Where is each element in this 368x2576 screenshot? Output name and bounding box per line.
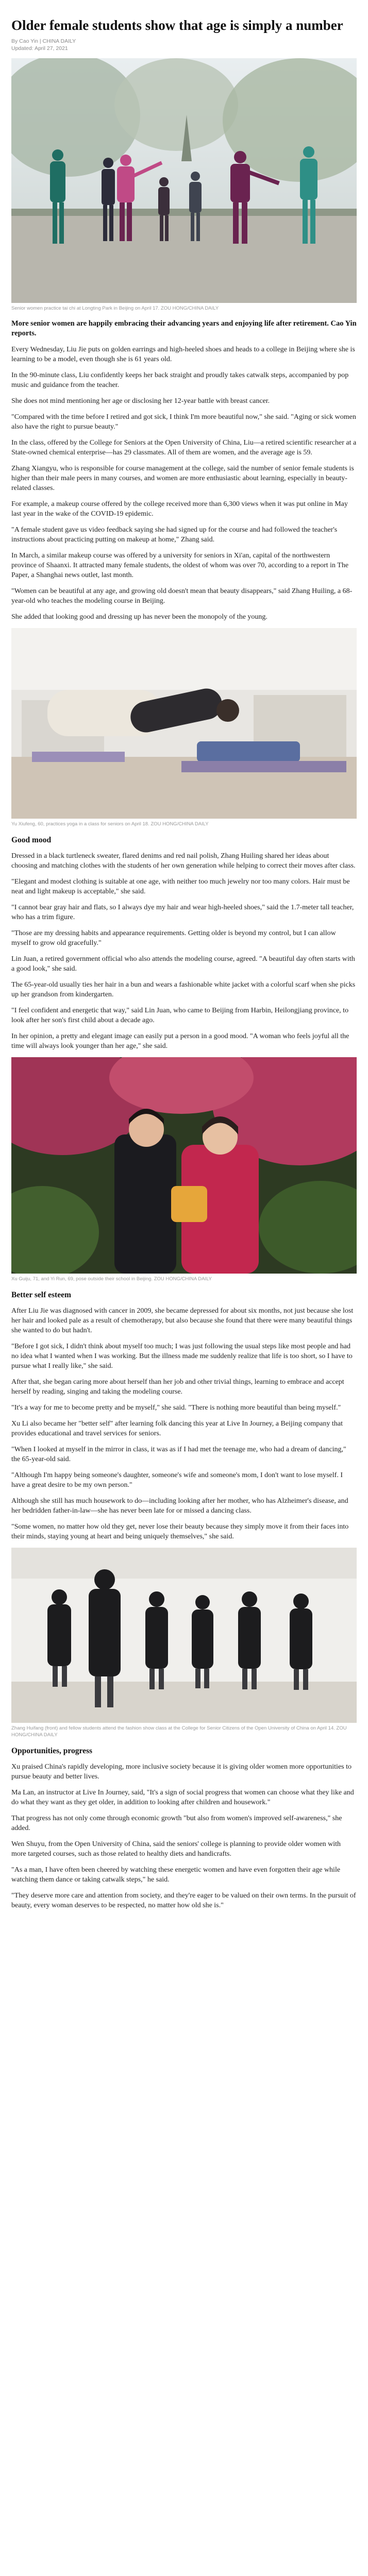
- byline-author: By Cao Yin | CHINA DAILY: [11, 38, 76, 44]
- section-heading-good-mood: Good mood: [11, 836, 52, 844]
- photo-yoga-caption: Yu Xiufeng, 60, practices yoga in a class for seniors on April 18. ZOU HONG/CHINA DAILY: [11, 821, 209, 827]
- paragraph: Dressed in a black turtleneck sweater, flared denims and red nail polish, Zhang Huiling shared her ideas about choosing and matching clothes with the students of her own generation while helping to correct their moves after class.: [11, 852, 356, 870]
- paragraph: Wen Shuyu, from the Open University of China, said the seniors' college is planning to provide older women with more targeted courses, such as those related to healthy diets and handicrafts.: [11, 1840, 341, 1858]
- photo-tai-chi-caption: Senior women practice tai chi at Longting Park in Beijing on April 17. ZOU HONG/CHINA DAILY: [11, 306, 219, 311]
- paragraph: "Some women, no matter how old they get, never lose their beauty because they simply move it from their faces into their minds, staying young at heart and being uniquely themselves," she said.: [11, 1523, 349, 1540]
- section-heading-opportunities: Opportunities, progress: [11, 1747, 93, 1755]
- paragraph: "I cannot bear gray hair and flats, so I always dye my hair and wear high-heeled shoes," said the 1.7-meter tall teacher, who has a trim figure.: [11, 904, 354, 921]
- paragraph: "Although I'm happy being someone's daughter, someone's wife and someone's mom, I don't want to lose myself. I have a great desire to be my own person.": [11, 1471, 343, 1489]
- paragraph: "It's a way for me to become pretty and be myself," she said. "There is nothing more beautiful than being myself.": [11, 1404, 341, 1412]
- two-women-photo-image: [11, 1057, 357, 1274]
- paragraph: She does not mind mentioning her age or disclosing her 12-year battle with breast cancer.: [11, 397, 270, 405]
- paragraph: "I feel confident and energetic that way," said Lin Juan, who came to Beijing from Harbin, Heilongjiang province, to look after her son's first child about a decade ago.: [11, 1007, 349, 1024]
- paragraph: "Before I got sick, I didn't think about myself too much; I was just following the usual steps like most people and had no idea what I wanted when I was working. But the illness made me suddenly realize that life is too short, so I have to pursue what I really like," she said.: [11, 1343, 353, 1370]
- fashion-show-photo-image: [11, 1548, 357, 1723]
- photo-fashion-show-caption: Zhang Huifang (front) and fellow students attend the fashion show class at the College for Senior Citizens of the Open University of China on April 14. ZOU HONG/CHINA DAILY: [11, 1725, 347, 1738]
- paragraph: Zhang Xiangyu, who is responsible for course management at the college, said the number of senior female students is higher than their male peers in many courses, and women are more enthusiastic about learning, especially in beauty-related classes.: [11, 465, 354, 492]
- paragraph: Lin Juan, a retired government official who also attends the modeling course, agreed. "A beautiful day often starts with a good look," she said.: [11, 955, 355, 973]
- paragraph: "As a man, I have often been cheered by watching these energetic women and have even forgotten their age while watching them dance or taking catwalk steps," he said.: [11, 1866, 341, 1884]
- section-heading-better-self-esteem: Better self esteem: [11, 1291, 71, 1299]
- section-intro: [11, 345, 357, 622]
- section-opportunities: [11, 1762, 357, 1910]
- photo-two-women: [11, 1057, 357, 1274]
- paragraph: Xu praised China's rapidly developing, more inclusive society because it is giving older women more opportunities to pursue beauty and better lives.: [11, 1763, 352, 1781]
- byline-updated: Updated: April 27, 2021: [11, 45, 68, 52]
- paragraph: "Women can be beautiful at any age, and growing old doesn't mean that beauty disappears," said Zhang Huiling, a 68-year-old who teaches the modeling course in Beijing.: [11, 587, 353, 605]
- yoga-photo-image: [11, 628, 357, 819]
- paragraph: Xu Li also became her "better self" after learning folk dancing this year at Live In Journey, a Beijing company that provides educational and travel services for seniors.: [11, 1420, 343, 1437]
- paragraph: Every Wednesday, Liu Jie puts on golden earrings and high-heeled shoes and heads to a college in Beijing where she is learning to be a model, even though she is 61 years old.: [11, 346, 355, 363]
- paragraph: That progress has not only come through economic growth "but also from women's improved self-awareness," she added.: [11, 1815, 342, 1832]
- paragraph: In the 90-minute class, Liu confidently keeps her back straight and proudly takes catwalk steps, accompanied by pop music and guidance from the teacher.: [11, 371, 349, 389]
- paragraph: Although she still has much housework to do—including looking after her mother, who has Alzheimer's disease, and her bedridden father-in-law—she has never been late for or missed a dancing class.: [11, 1497, 348, 1515]
- paragraph: After Liu Jie was diagnosed with cancer in 2009, she became depressed for about six months, not just because she lost her hair and looked pale as a result of chemotherapy, but also because she found that there were many beautiful things she wanted to do but hadn't.: [11, 1307, 354, 1334]
- paragraph: Ma Lan, an instructor at Live In Journey, said, "It's a sign of social progress that women can choose what they like and do what they want as they get older, in addition to looking after children and housework.": [11, 1789, 354, 1806]
- photo-fashion-show: [11, 1548, 357, 1723]
- paragraph: "Elegant and modest clothing is suitable at one age, with neither too much jewelry nor too many colors. Hair must be neat and light makeup is acceptable," she said.: [11, 878, 350, 895]
- section-good-mood: [11, 851, 357, 1051]
- paragraph: "When I looked at myself in the mirror in class, it was as if I had met the teenage me, who had a dream of dancing," the 65-year-old said.: [11, 1446, 346, 1463]
- article-page: [0, 18, 368, 1910]
- section-better-self-esteem: [11, 1306, 357, 1541]
- paragraph: After that, she began caring more about herself than her job and other trivial things, learning to embrace and accept herself by reading, singing and taking the modeling course.: [11, 1378, 344, 1396]
- photo-two-women-caption: Xu Guiju, 71, and Yi Run, 69, pose outside their school in Beijing. ZOU HONG/CHINA DAILY: [11, 1276, 212, 1282]
- article-title: Older female students show that age is simply a number: [11, 18, 343, 33]
- paragraph: In March, a similar makeup course was offered by a university for seniors in Xi'an, capital of the northwestern province of Shaanxi. It attracted many female students, the oldest of whom was over 70, according to a report in The Paper, a Shanghai news outlet, last month.: [11, 552, 349, 579]
- tai-chi-photo-image: [11, 58, 357, 303]
- paragraph: In the class, offered by the College for Seniors at the Open University of China, Liu—a retired scientific researcher at a State-owned chemical enterprise—has 29 classmates. All of them are women, and the average age is 59.: [11, 439, 357, 456]
- paragraph: "They deserve more care and attention from society, and they're eager to be valued on their own terms. In the pursuit of beauty, every woman deserves to be respected, no matter how old she is.": [11, 1892, 356, 1909]
- paragraph: For example, a makeup course offered by the college received more than 6,300 views when it was put online in May last year in the wake of the COVID-19 epidemic.: [11, 500, 348, 518]
- paragraph: "A female student gave us video feedback saying she had signed up for the course and had followed the teacher's instructions about practicing putting on makeup at home," Zhang said.: [11, 526, 338, 544]
- photo-yoga: [11, 628, 357, 819]
- photo-tai-chi: [11, 58, 357, 303]
- article-lead: More senior women are happily embracing their advancing years and enjoying life after retirement. Cao Yin reports.: [11, 319, 357, 337]
- paragraph: In her opinion, a pretty and elegant image can easily put a person in a good mood. "A woman who feels joyful all the time will always look younger than her age," she said.: [11, 1032, 349, 1050]
- article-byline: [11, 38, 357, 52]
- paragraph: "Compared with the time before I retired and got sick, I think I'm more beautiful now," she said. "Aging or sick women also have the right to pursue beauty.": [11, 413, 356, 431]
- paragraph: She added that looking good and dressing up has never been the monopoly of the young.: [11, 613, 267, 621]
- paragraph: The 65-year-old usually ties her hair in a bun and wears a fashionable white jacket with a colorful scarf when she picks up her grandson from kindergarten.: [11, 981, 356, 998]
- paragraph: "Those are my dressing habits and appearance requirements. Getting older is beyond my control, but I can allow myself to grow old gracefully.": [11, 929, 336, 947]
